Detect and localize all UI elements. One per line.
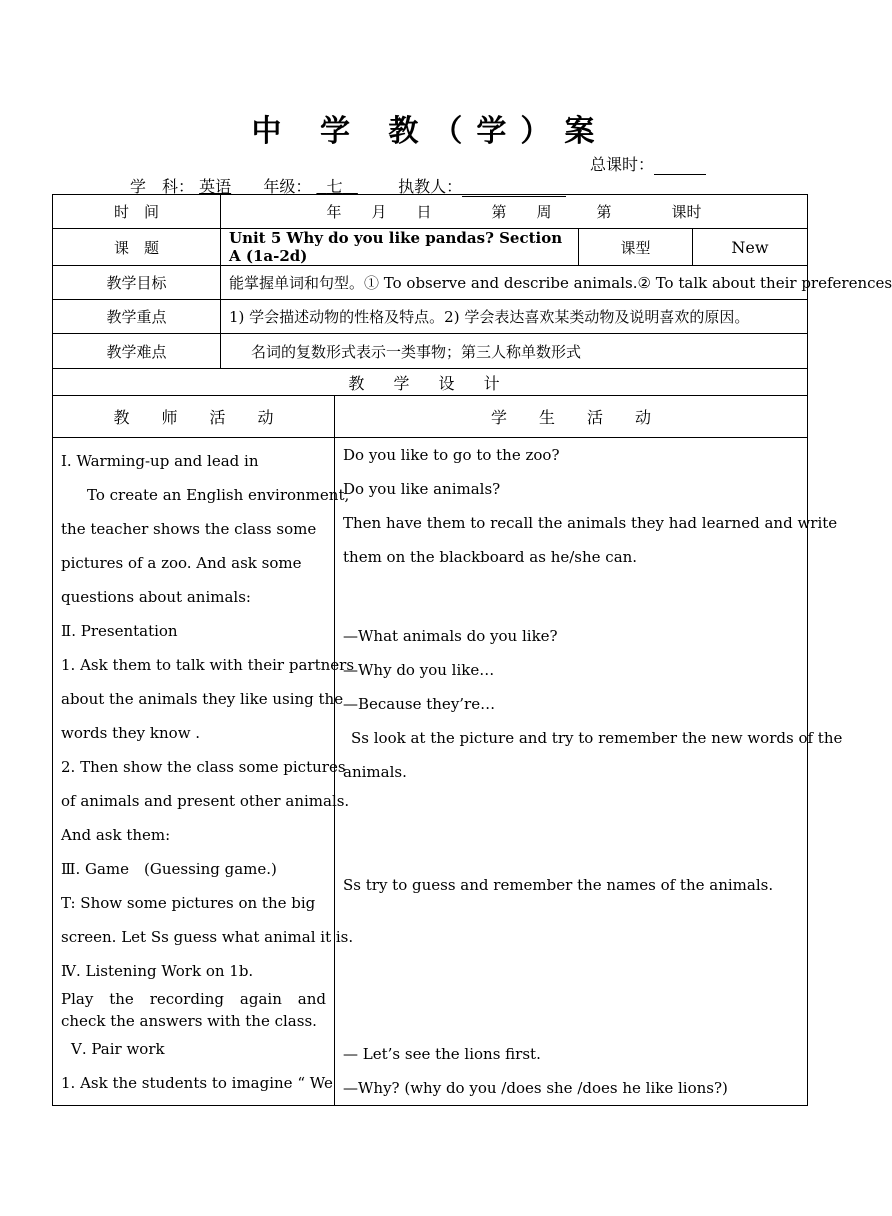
teacher-line: T: Show some pictures on the big xyxy=(61,893,316,912)
time-fields: 年 月 日 第 周 第 课时 xyxy=(221,195,808,229)
topic-value: Unit 5 Why do you like pandas? Section A (1a-2d) xyxy=(221,229,579,266)
student-line: —What animals do you like? xyxy=(343,627,558,645)
topic-row xyxy=(53,229,808,266)
teacher-line: Ⅲ. Game (Guessing game.) xyxy=(61,859,277,878)
teacher-line: And ask them: xyxy=(61,825,171,844)
teacher-line: Ⅳ. Listening Work on 1b. xyxy=(61,961,254,980)
key-points-row xyxy=(53,300,808,334)
student-line: them on the blackboard as he/she can. xyxy=(343,548,638,566)
total-hours-blank xyxy=(654,160,706,175)
teacher-line: screen. Let Ss guess what animal it is. xyxy=(61,927,354,946)
student-line: animals. xyxy=(343,763,407,781)
time-label: 时 间 xyxy=(53,195,221,229)
student-activity-header: 学 生 活 动 xyxy=(335,396,808,438)
type-label: 课型 xyxy=(579,229,693,266)
teacher-label: 执教人： xyxy=(398,177,463,196)
topic-label: 课 题 xyxy=(53,229,221,266)
subject-value: 英语 xyxy=(199,177,232,196)
total-hours-label: 总课时： xyxy=(590,155,655,174)
activity-header-row xyxy=(53,396,808,438)
difficulties-value: 名词的复数形式表示一类事物；第三人称单数形式 xyxy=(221,334,808,369)
key-points-label: 教学重点 xyxy=(53,300,221,334)
teacher-activity-header: 教 师 活 动 xyxy=(53,396,335,438)
teacher-line: of animals and present other animals. xyxy=(61,791,350,810)
total-hours xyxy=(590,152,706,175)
teacher-line: Ⅴ. Pair work xyxy=(71,1039,165,1058)
lesson-plan-table xyxy=(52,194,892,1106)
teacher-activities xyxy=(53,438,355,1106)
teacher-line: Play the recording again and check the answers with the class. xyxy=(61,989,326,1030)
student-line: Ss look at the picture and try to remember the new words of the xyxy=(351,729,843,747)
teacher-line: 2. Then show the class some pictures xyxy=(61,757,346,776)
student-line: Ss try to guess and remember the names of the animals. xyxy=(343,876,774,894)
document-title: 中 学 教（学）案 xyxy=(251,114,609,149)
teacher-line: To create an English environment, xyxy=(87,485,350,504)
teacher-line: words they know . xyxy=(61,723,201,742)
objectives-label: 教学目标 xyxy=(53,266,221,300)
teacher-line: 1. Ask the students to imagine “ We xyxy=(61,1073,333,1092)
key-points-value: 1) 学会描述动物的性格及特点。2) 学会表达喜欢某类动物及说明喜欢的原因。 xyxy=(221,300,808,334)
student-activities xyxy=(335,438,843,1106)
student-line: —Why? (why do you /does she /does he like lions?) xyxy=(343,1079,728,1097)
design-heading-row xyxy=(53,369,808,396)
student-line: Do you like to go to the zoo? xyxy=(343,446,560,464)
teacher-line: Ⅱ. Presentation xyxy=(61,621,178,640)
student-line: — Let’s see the lions first. xyxy=(343,1045,541,1063)
grade-label: 年级： xyxy=(263,177,312,196)
objectives-value: 能掌握单词和句型。① To observe and describe animals.② To talk about their preferences xyxy=(221,266,808,300)
difficulties-row xyxy=(53,334,808,369)
time-row xyxy=(53,195,808,229)
type-value: New xyxy=(693,229,808,266)
teacher-line: the teacher shows the class some xyxy=(61,519,317,538)
difficulties-label: 教学难点 xyxy=(53,334,221,369)
teacher-line: 1. Ask them to talk with their partners xyxy=(61,655,355,674)
student-line: Do you like animals? xyxy=(343,480,501,498)
teacher-line: Ⅰ. Warming-up and lead in xyxy=(61,451,259,470)
teacher-line: about the animals they like using the xyxy=(61,689,344,708)
grade-value: 七 xyxy=(326,177,343,196)
student-line: Then have them to recall the animals they had learned and write xyxy=(343,514,838,532)
student-line: —Why do you like… xyxy=(343,661,495,679)
teacher-line: questions about animals: xyxy=(61,587,251,606)
activities-row xyxy=(53,438,808,1106)
student-line: —Because they’re… xyxy=(343,695,496,713)
subject-label: 学 科： xyxy=(130,177,195,196)
teacher-line: pictures of a zoo. And ask some xyxy=(61,553,302,572)
objectives-row xyxy=(53,266,808,300)
design-heading: 教 学 设 计 xyxy=(53,369,808,396)
